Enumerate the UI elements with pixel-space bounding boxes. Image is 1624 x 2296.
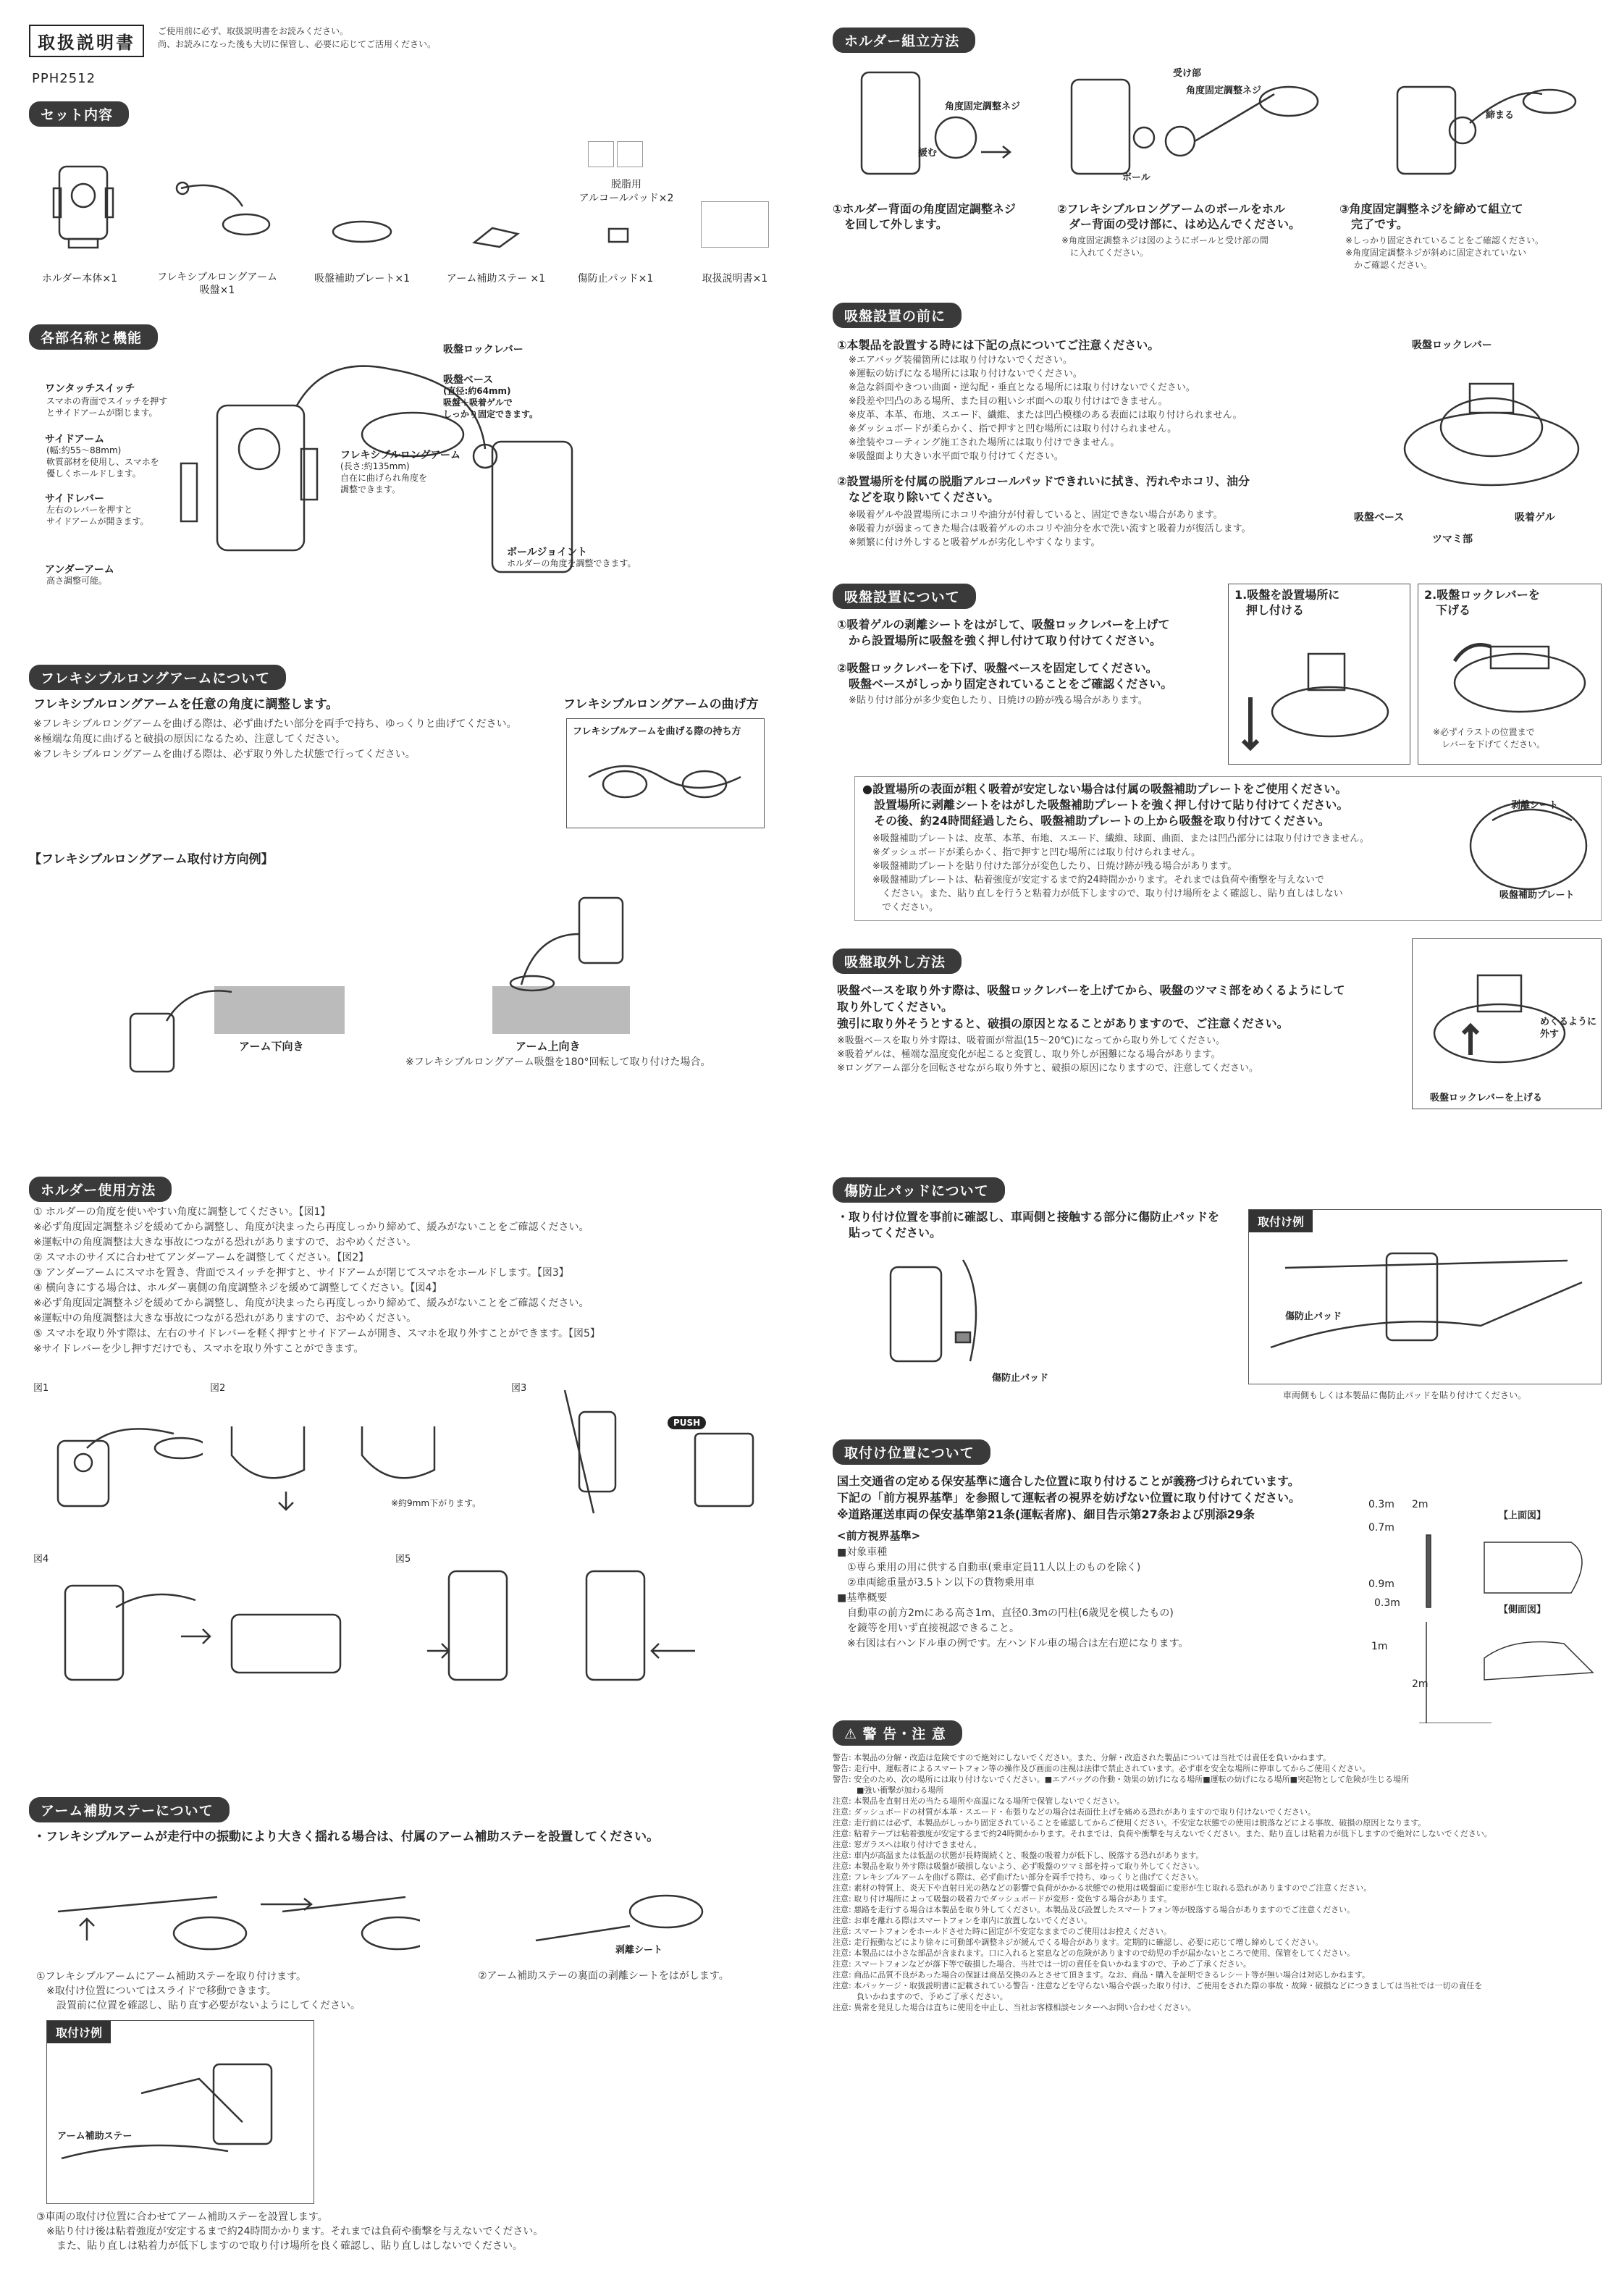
suction-cup-illustration bbox=[1390, 355, 1593, 500]
bend-box-title: フレキシブルアームを曲げる際の持ち方 bbox=[573, 726, 741, 737]
label-base: 吸盤ベース bbox=[443, 374, 494, 386]
flex-arm-illustration bbox=[174, 167, 275, 246]
before-header: 吸盤設置の前に bbox=[833, 303, 962, 328]
assemble-step3-illustration bbox=[1383, 58, 1586, 181]
bend-hands-illustration bbox=[581, 748, 748, 820]
install-box1-illustration bbox=[1236, 625, 1402, 755]
dash-up bbox=[492, 986, 630, 1034]
position-lead: 国土交通省の定める保安基準に適合した位置に取り付けることが義務づけられています。 下記の「前方視界基準」を参照して運転者の視界を妨げない位置に取り付けてください。 ※道路運送車両の保安基準第21条(運転者席)、細目告示第27条および別添29条 bbox=[837, 1474, 1301, 1521]
desc-under-arm: 高さ調整可能。 bbox=[46, 576, 108, 586]
pad-illustration bbox=[605, 224, 634, 246]
dim-07: 0.7m bbox=[1368, 1522, 1394, 1534]
stay-example-title: 取付け例 bbox=[47, 2021, 111, 2043]
stay-step3: ③車両の取付け位置に合わせてアーム補助ステーを設置します。 ※貼り付け後は粘着強度が安定するまで約24時間かかります。それまでは負荷や衝撃を与えないでください。 また、貼り直しは粘着力が低下しますので取り付け場所を良く確認し、貼り直しはしないでください。 bbox=[36, 2211, 544, 2252]
side-view-label: 【側面図】 bbox=[1499, 1605, 1547, 1615]
left-column bbox=[0, 0, 782, 2296]
install-box2-title: 2.吸盤ロックレバーを 下げる bbox=[1424, 588, 1540, 617]
bend-title: フレキシブルロングアームの曲げ方 bbox=[563, 697, 759, 712]
position-header: 取付け位置について bbox=[833, 1439, 990, 1465]
warning-header: ⚠ 警 告・注 意 bbox=[833, 1720, 962, 1746]
position-std-title: <前方視界基準> bbox=[837, 1529, 921, 1542]
fig4-label: 図4 bbox=[33, 1554, 49, 1565]
label-flex-arm: フレキシブルロングアーム bbox=[340, 450, 461, 461]
remove-notes: ※吸盤ベースを取り外す際は、吸着面が常温(15〜20℃)になってから取り外してください。 ※吸着ゲルは、極端な温度変化が起こると変質し、取り外しが困難になる場合があります。 ※ロングアーム部分を回転させながら取り外すと、破損の原因になりますので、注意してください。 bbox=[837, 1035, 1258, 1074]
before-knob-label: ツマミ部 bbox=[1432, 534, 1473, 545]
stay-illustration bbox=[471, 221, 521, 250]
stay-step2: ②アーム補助ステーの裏面の剥離シートをはがします。 bbox=[478, 1970, 729, 1982]
plate-notes: ※吸盤補助プレートは、皮革、本革、布地、スエード、繊維、球面、曲面、または凹凸部分には取り付けできません。 ※ダッシュボードが柔らかく、指で押すと凹む場所には取り付けられません。 ※吸盤補助プレートを貼り付けた部分が変色したり、日焼け跡が残る場合があります。 ※吸盤補助プレートは、粘着強度が安定するまで約24時間かかります。それまでは負荷や衝撃を与えないで ください。また、貼り直しを行うと粘着力が低下しますので、取り付け場所をよく確認し、貼り直しはしない でください。 bbox=[872, 833, 1369, 913]
fig3-label: 図3 bbox=[511, 1383, 527, 1394]
model-number: PPH2512 bbox=[32, 71, 96, 86]
fig1-illustration bbox=[43, 1405, 203, 1513]
set-item-pad: 傷防止パッド×1 bbox=[577, 273, 654, 285]
desc-flex-arm: (長さ:約135mm) 自在に曲げられ角度を 調整できます。 bbox=[340, 461, 428, 495]
before-lock-label: 吸盤ロックレバー bbox=[1412, 340, 1492, 351]
arm-up-illustration bbox=[507, 891, 637, 992]
fig2-label: 図2 bbox=[210, 1383, 226, 1394]
install-box1-title: 1.吸盤を設置場所に 押し付ける bbox=[1234, 588, 1340, 617]
intro-text: ご使用前に必ず、取扱説明書をお読みください。 尚、お読みになった後も大切に保管し、必要に応じてご活用ください。 bbox=[158, 26, 437, 49]
set-item-plate: 吸盤補助プレート×1 bbox=[314, 273, 411, 285]
assemble-header: ホルダー組立方法 bbox=[833, 28, 975, 53]
dim-09: 0.9m bbox=[1368, 1578, 1394, 1590]
dim-03a: 0.3m bbox=[1368, 1499, 1394, 1510]
pad-illustration-main bbox=[869, 1253, 1043, 1376]
pad-example-box bbox=[1248, 1209, 1602, 1384]
alcohol-pad-2 bbox=[617, 141, 643, 167]
dim-2m: 2m bbox=[1412, 1499, 1429, 1510]
remove-header: 吸盤取外し方法 bbox=[833, 949, 962, 974]
install-l1: ①吸着ゲルの剥離シートをはがして、吸盤ロックレバーを上げて から設置場所に吸盤を強く押し付けて取り付けてください。 bbox=[837, 618, 1170, 647]
desc-one-touch: スマホの背面でスイッチを押す とサイドアームが閉じます。 bbox=[46, 396, 168, 418]
remove-peel-label: めくるように 外す bbox=[1540, 1017, 1597, 1040]
desc-ball: ホルダーの角度を調整できます。 bbox=[507, 558, 636, 568]
fig2-note: ※約9mm下がります。 bbox=[391, 1498, 481, 1508]
remove-lead: 吸盤ベースを取り外す際は、吸盤ロックレバーを上げてから、吸盤のツマミ部をめくるようにして 取り外してください。 強引に取り外そうとすると、破損の原因となることがありますので、ご注意ください。 bbox=[837, 983, 1345, 1030]
flex-lead: フレキシブルロングアームを任意の角度に調整します。 bbox=[33, 697, 339, 712]
assemble-tighten-label: 締まる bbox=[1486, 110, 1515, 121]
top-view-label: 【上面図】 bbox=[1499, 1510, 1547, 1521]
stay-lead: ・フレキシブルアームが走行中の振動により大きく揺れる場合は、付属のアーム補助ステーを設置してください。 bbox=[33, 1830, 660, 1844]
fig1-label: 図1 bbox=[33, 1383, 49, 1394]
parts-header: 各部名称と機能 bbox=[29, 324, 158, 350]
stay-sheet-label: 剥離シート bbox=[615, 1945, 663, 1956]
install-box1 bbox=[1228, 584, 1410, 765]
set-item-stay: アーム補助ステー ×1 bbox=[446, 273, 546, 285]
set-item-arm: フレキシブルロングアーム 吸盤×1 bbox=[156, 272, 278, 296]
plate-illustration bbox=[329, 217, 395, 246]
dim-03b: 0.3m bbox=[1374, 1597, 1400, 1609]
stay-example-illustration bbox=[54, 2050, 308, 2195]
label-under-arm: アンダーアーム bbox=[45, 564, 114, 576]
before-l1: ①本製品を設置する時には下記の点についてご注意ください。 bbox=[837, 338, 1160, 352]
install-box2 bbox=[1418, 584, 1602, 765]
push-badge: PUSH bbox=[668, 1416, 706, 1429]
dir-title: 【フレキシブルロングアーム取付け方向例】 bbox=[29, 852, 274, 867]
label-lock-lever: 吸盤ロックレバー bbox=[443, 344, 523, 356]
arm-up-label: アーム上向き bbox=[516, 1040, 581, 1053]
car-top-view bbox=[1397, 1506, 1607, 1723]
assemble-receiver-label: 受け部 bbox=[1173, 68, 1202, 79]
position-std-text: ■対象車種 ①専ら乗用の用に供する自動車(乗車定員11人以上のものを除く) ②車両総重量が3.5トン以下の貨物乗用車 ■基準概要 自動車の前方2mにある高さ1m、直径0.3mの円柱(6歳児を模したもの) を鏡等を用いず直接視認できること。 ※右図は右ハンドル車の例です。左ハンドル車の場合は左右逆になります。 bbox=[837, 1547, 1189, 1649]
pad-example-label: 傷防止パッド bbox=[1285, 1311, 1342, 1322]
dim-1m: 1m bbox=[1371, 1641, 1388, 1652]
alcohol-pad-label: 脱脂用 アルコールパッド×2 bbox=[579, 179, 674, 204]
flex-notes: ※フレキシブルロングアームを曲げる際は、必ず曲げたい部分を両手で持ち、ゆっくりと曲げてください。 ※極端な角度に曲げると破損の原因になるため、注意してください。 ※フレキシブルロングアームを曲げる際は、必ず取り外した状態で行ってください。 bbox=[33, 718, 517, 760]
plate-label: 吸盤補助プレート bbox=[1499, 890, 1575, 901]
dir-note: ※フレキシブルロングアーム吸盤を180°回転して取り付けた場合。 bbox=[405, 1056, 711, 1068]
install-box2-illustration bbox=[1426, 625, 1592, 719]
desc-base: (直径:約64mm) 吸盤＋吸着ゲルで しっかり固定できます。 bbox=[443, 386, 539, 419]
assemble-screw-label: 角度固定調整ネジ bbox=[945, 101, 1021, 112]
arm-down-label: アーム下向き bbox=[239, 1040, 304, 1053]
assemble-screw2-label: 角度固定調整ネジ bbox=[1186, 85, 1262, 96]
alcohol-pad-1 bbox=[588, 141, 614, 167]
title-box: 取扱説明書 bbox=[29, 25, 144, 57]
label-one-touch: ワンタッチスイッチ bbox=[45, 383, 135, 395]
assemble-step2-note: ※角度固定調整ネジは図のようにボールと受け部の間 に入れてください。 bbox=[1061, 235, 1269, 258]
label-side-arm: サイドアーム bbox=[45, 434, 105, 445]
right-column bbox=[833, 0, 1615, 2296]
fig4-illustration bbox=[51, 1564, 355, 1694]
fig5-label: 図5 bbox=[395, 1554, 411, 1565]
dim-2mb: 2m bbox=[1412, 1678, 1429, 1690]
install-l2: ②吸盤ロックレバーを下げ、吸盤ベースを固定してください。 吸盤ベースがしっかり固定されていることをご確認ください。 bbox=[837, 661, 1173, 691]
assemble-step3: ③角度固定調整ネジを締めて組立て 完了です。 bbox=[1339, 202, 1523, 231]
pad-header: 傷防止パッドについて bbox=[833, 1177, 1005, 1203]
label-ball: ボールジョイント bbox=[507, 547, 588, 558]
bend-box bbox=[566, 718, 765, 828]
set-header: セット内容 bbox=[29, 101, 129, 127]
plate-box bbox=[854, 776, 1602, 921]
pad-label: 傷防止パッド bbox=[992, 1373, 1049, 1384]
flex-header: フレキシブルロングアームについて bbox=[29, 665, 286, 690]
remove-box bbox=[1412, 938, 1602, 1109]
assemble-loosen-label: 緩む bbox=[918, 148, 938, 159]
assemble-step1-illustration bbox=[854, 65, 1014, 188]
before-n2: ※吸着ゲルや設置場所にホコリや油分が付着していると、固定できない場合があります。 ※吸着力が弱まってきた場合は吸着ゲルのホコリや油分を水で洗い流すと吸着力が復活します。 ※頻繁に付け外しすると吸着ゲルが劣化しやすくなります。 bbox=[849, 510, 1251, 548]
stay-step1-illustration bbox=[43, 1868, 420, 1969]
warning-text: 警告: 本製品の分解・改造は危険ですので絶対にしないでください。また、分解・改造された製品については当社では責任を負いかねます。 警告: 走行中、運転者によるスマートフォン等の操作及び画面の注視は法律で禁止されています。必ず車を安全な場所に停車してからご使用ください。 警告: 安全のため、次の場所には取り付けないでください。■エアバッグの作動・効果の妨げになる場所■運転の妨げになる場所■突起物として危険が生じる場所 ■強い衝撃が加わる場所 注意: 本製品を直射日光の当たる場所や高温になる場所で保管しないでください。 注意: ダッシュボードの材質が本革・スエード・布張りなどの場合は表面仕上げを痛める恐れがありますので取り付けないでください。 注意: 走行前には必ず、本製品がしっかり固定されていることを確認してからご使用ください。不安定な状態での使用は脱落などによる事故、破損の原因となります。 注意: 粘着テープは粘着強度が安定するまで約24時間かかります。それまでは、負荷や衝撃を与えないでください。また、貼り直しは粘着力が低下しますので絶対にしないでください。 注意: 窓ガラスへは取り付けできません。 注意: 車内が高温または低温の状態が長時間続くと、吸盤の吸着力が低下し、脱落する恐れがあります。 注意: 本製品を取り外す際は吸盤が破損しないよう、必ず吸盤のツマミ部を持って取り外してください。 注意: フレキシブルアームを曲げる際は、必ず曲げたい部分を両手で持ち、ゆっくりと曲げてください。 注意: 素材の特質上、炎天下や直射日光の熱などの影響で負荷がかかる状態での使用は吸盤面に変形が生じ取れる恐れがありますのでご注意ください。 注意: 取り付け場所によって吸盤の吸着力でダッシュボードが変形・変色する場合があります。 注意: 悪路を走行する場合は本製品を取り外してください。本製品及び設置したスマートフォン等が脱落する場合がありますのでご注意ください。 注意: お車を離れる際はスマートフォンを車内に放置しないでください。 注意: スマートフォンをホールドさせた時に固定が不安定なままでのご使用はお控えください。 注意: 走行振動などにより徐々に可動部や調整ネジが緩んでくる場合があります。定期的に確認し、必要に応じて増し締めしてください。 注意: 本製品には小さな部品が含まれます。口に入れると窒息などの危険がありますので幼児の手が届かないところで使用、保管をしてください。 注意: スマートフォンなどが落下等で破損した場合、当社では一切の責任を負いかねますので、予めご了承ください。 注意: 商品に品質不良があった場合の保証は商品交換のみとさせて頂きます。なお、商品・購入を証明できるレシート等が無い場合は対応しかねます。 注意: 本パッケージ・取扱説明書に記載されている警告・注意などを守らない場合や誤った取り付け、ご使用をされた際の事故・故障・破損などにつきましては当社では一切の責任を 負いかねますので、予めご了承ください。 注意: 異常を発見した場合は直ちに使用を中止し、当社お客様相談センターへお問い合わせください。 bbox=[833, 1753, 1492, 2012]
arm-down-illustration bbox=[123, 934, 253, 1079]
assemble-step3-note: ※しっかり固定されていることをご確認ください。 ※角度固定調整ネジが斜めに固定されていない かご確認ください。 bbox=[1345, 235, 1544, 270]
pad-lead: ・取り付け位置を事前に確認し、車両側と接触する部分に傷防止パッドを 貼ってください。 bbox=[837, 1210, 1220, 1240]
holder-body-illustration bbox=[51, 159, 116, 253]
fig5-illustration bbox=[420, 1557, 724, 1702]
stay-step1: ①フレキシブルアームにアーム補助ステーを取り付けます。 ※取付け位置についてはスライドで移動できます。 設置前に位置を確認し、貼り直す必要がないようにしてください。 bbox=[36, 1971, 361, 2011]
before-n1: ※エアバッグ装備箇所には取り付けないでください。 ※運転の妨げになる場所には取り付けないでください。 ※急な斜面やきつい曲面・逆勾配・垂直となる場所には取り付けないでください。 ※段差や凹凸のある場所、また目の粗いシボ面への取り付けはできません。 ※皮革、本革、布地、スエード、繊維、または凹凸模様のある表面には取り付けられません。 ※ダッシュボードが柔らかく、指で押すと凹む場所には取り付けられません。 ※塗装やコーティング施工された場所には取り付けできません。 ※吸盤面より大きい水平面で取り付けてください。 bbox=[849, 355, 1242, 462]
label-side-lever: サイドレバー bbox=[45, 493, 105, 505]
install-header: 吸盤設置について bbox=[833, 584, 976, 609]
plate-lead: ●設置場所の表面が粗く吸着が安定しない場合は付属の吸盤補助プレートをご使用ください。 設置場所に剥離シートをはがした吸盤補助プレートを強く押し付けて貼り付けてください。 その後、約24時間経過したら、吸盤補助プレートの上から吸盤を取り付けてください。 bbox=[862, 782, 1349, 828]
use-header: ホルダー使用方法 bbox=[29, 1177, 172, 1202]
use-text: ① ホルダーの角度を使いやすい角度に調整してください。【図1】 ※必ず角度固定調整ネジを緩めてから調整し、角度が決まったら再度しっかり締めて、緩みがないことをご確認ください。 ※運転中の角度調整は大きな事故につながる恐れがありますので、おやめください。 ② スマホのサイズに合わせてアンダーアームを調整してください。【図2】 ③ アンダーアームにスマホを置き、背面でスイッチを押すと、サイドアームが閉じてスマホをホールドします。【図3】 ④ 横向きにする場合は、ホルダー裏側の角度調整ネジを緩めて調整してください。【図4】 ※必ず角度固定調整ネジを緩めてから調整し、角度が決まったら再度しっかり締めて、緩みがないことをご確認ください。 ※運転中の角度調整は大きな事故につながる恐れがありますので、おやめください。 ⑤ スマホを取り外す際は、左右のサイドレバーを軽く押すとサイドアームが開き、スマホを取り外すことができます。【図5】 ※サイドレバーを少し押すだけでも、スマホを取り外すことができます。 bbox=[33, 1206, 600, 1355]
pad-example-illustration bbox=[1263, 1239, 1589, 1376]
pad-example-title: 取付け例 bbox=[1249, 1210, 1313, 1232]
remove-raise-label: 吸盤ロックレバーを上げる bbox=[1430, 1093, 1542, 1103]
before-gel-label: 吸着ゲル bbox=[1515, 512, 1555, 523]
stay-header: アーム補助ステーについて bbox=[29, 1797, 230, 1822]
before-l2: ②設置場所を付属の脱脂アルコールパッドできれいに拭き、汚れやホコリ、油分 などを取り除いてください。 bbox=[837, 474, 1250, 504]
set-item-manual: 取扱説明書×1 bbox=[702, 273, 768, 285]
assemble-step1: ①ホルダー背面の角度固定調整ネジ を回して外します。 bbox=[833, 202, 1016, 231]
before-base-label: 吸盤ベース bbox=[1354, 512, 1405, 523]
set-item-holder: ホルダー本体×1 bbox=[41, 273, 118, 285]
manual-illustration bbox=[701, 201, 769, 248]
assemble-ball-label: ボール bbox=[1122, 172, 1150, 183]
install-n2: ※貼り付け部分が多少変色したり、日焼けの跡が残る場合があります。 bbox=[849, 695, 1148, 706]
assemble-step2: ②フレキシブルロングアームのボールをホル ダー背面の受け部に、はめ込んでください。 bbox=[1057, 202, 1301, 231]
stay-label: アーム補助ステー bbox=[57, 2131, 132, 2142]
pad-note: 車両側もしくは本製品に傷防止パッドを貼り付けてください。 bbox=[1283, 1390, 1527, 1400]
stay-example-box bbox=[46, 2020, 314, 2204]
desc-side-arm: (幅:約55〜88mm) 軟質部材を使用し、スマホを 優しくホールドします。 bbox=[46, 445, 159, 479]
plate-sheet-label: 剥離シート bbox=[1511, 800, 1559, 811]
desc-side-lever: 左右のレバーを押すと サイドアームが開きます。 bbox=[46, 505, 149, 526]
install-box2-note: ※必ずイラストの位置まで レバーを下げてください。 bbox=[1433, 727, 1546, 749]
fig3-illustration bbox=[550, 1383, 767, 1521]
